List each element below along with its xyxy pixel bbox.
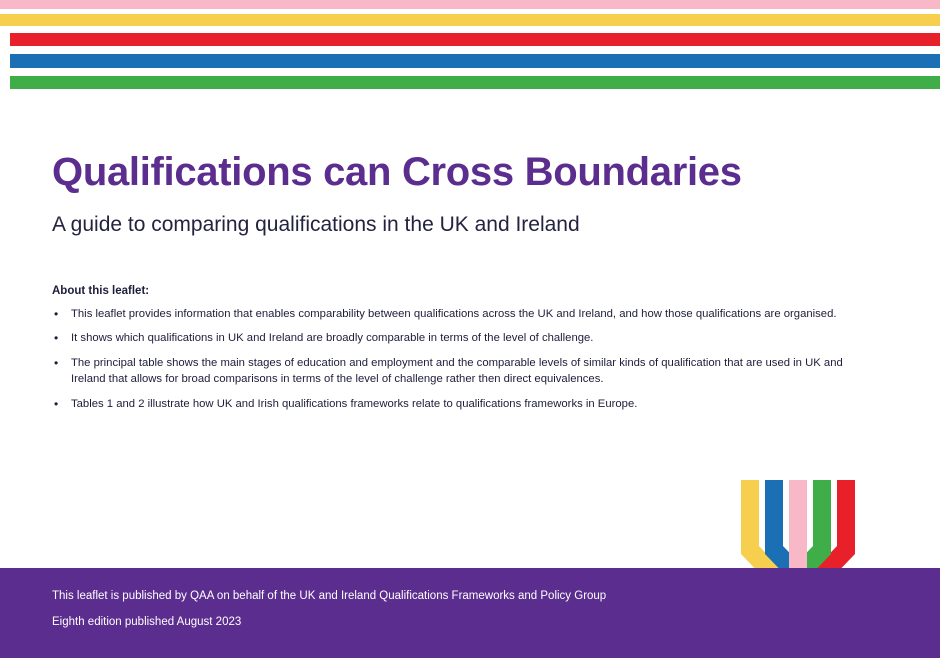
- footer-bar: [0, 568, 940, 658]
- bar-blue: [10, 54, 940, 68]
- top-color-bars: [0, 0, 940, 92]
- about-bullet-list: [52, 306, 852, 412]
- about-heading: About this leaflet:: [52, 285, 150, 297]
- page-title: Qualifications can Cross Boundaries: [52, 150, 742, 194]
- footer-publisher-text: This leaflet is published by QAA on behalf of the UK and Ireland Qualifications Frameworks and Policy Group: [52, 590, 607, 602]
- bar-green: [10, 76, 940, 89]
- bar-pink: [0, 0, 940, 9]
- bar-yellow: [0, 14, 940, 26]
- list-item: • The principal table shows the main stages of education and employment and the comparable levels of similar kinds of qualification that are used in UK and Ireland that allows for broad comparisons in terms of the level of challenge rather then direct equivalences.: [52, 355, 852, 388]
- list-item: • It shows which qualifications in UK and Ireland are broadly comparable in terms of the level of challenge.: [52, 330, 852, 346]
- page-subtitle: A guide to comparing qualifications in the UK and Ireland: [52, 213, 580, 236]
- about-section: [52, 285, 852, 420]
- footer-edition-text: Eighth edition published August 2023: [52, 616, 242, 628]
- bar-red: [10, 33, 940, 46]
- list-item: • Tables 1 and 2 illustrate how UK and Irish qualifications frameworks relate to qualifications frameworks in Europe.: [52, 396, 852, 412]
- list-item: • This leaflet provides information that enables comparability between qualifications across the UK and Ireland, and how those qualifications are organised.: [52, 306, 852, 322]
